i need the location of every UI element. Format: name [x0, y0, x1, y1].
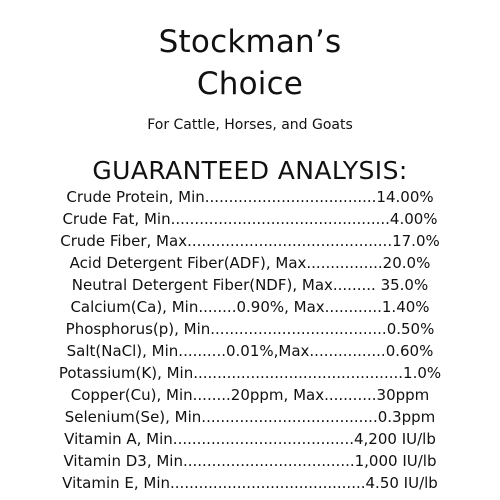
product-title-line-1: Stockman’s — [158, 24, 342, 60]
analysis-row-calcium: Calcium(Ca), Min........0.90%, Max............1.40% — [70, 298, 430, 316]
analysis-row-phosphorus: Phosphorus(p), Min.....................................0.50% — [65, 320, 435, 338]
analysis-row-vitamin-a: Vitamin A, Min......................................4,200 IU/lb — [64, 430, 436, 448]
analysis-row-potassium: Potassium(K), Min............................................1.0% — [58, 364, 442, 382]
analysis-row-copper: Copper(Cu), Min........20ppm, Max...........30ppm — [70, 386, 430, 404]
product-subtitle: For Cattle, Horses, and Goats — [147, 117, 353, 133]
guaranteed-analysis-list — [0, 186, 500, 494]
analysis-row-ndf: Neutral Detergent Fiber(NDF), Max......... 35.0% — [71, 276, 429, 294]
analysis-row-vitamin-d3: Vitamin D3, Min....................................1,000 IU/lb — [63, 452, 437, 470]
analysis-row-crude-protein: Crude Protein, Min....................................14.00% — [66, 188, 434, 206]
product-title-line-2: Choice — [196, 66, 304, 102]
analysis-row-crude-fat: Crude Fat, Min..............................................4.00% — [62, 210, 438, 228]
guaranteed-analysis-heading: GUARANTEED ANALYSIS: — [92, 156, 408, 185]
analysis-row-selenium: Selenium(Se), Min.....................................0.3ppm — [64, 408, 436, 426]
analysis-row-salt: Salt(NaCl), Min..........0.01%,Max................0.60% — [66, 342, 434, 360]
analysis-row-crude-fiber: Crude Fiber, Max...........................................17.0% — [60, 232, 440, 250]
analysis-row-adf: Acid Detergent Fiber(ADF), Max................20.0% — [69, 254, 431, 272]
analysis-row-vitamin-e: Vitamin E, Min.........................................4.50 IU/lb — [62, 474, 438, 492]
